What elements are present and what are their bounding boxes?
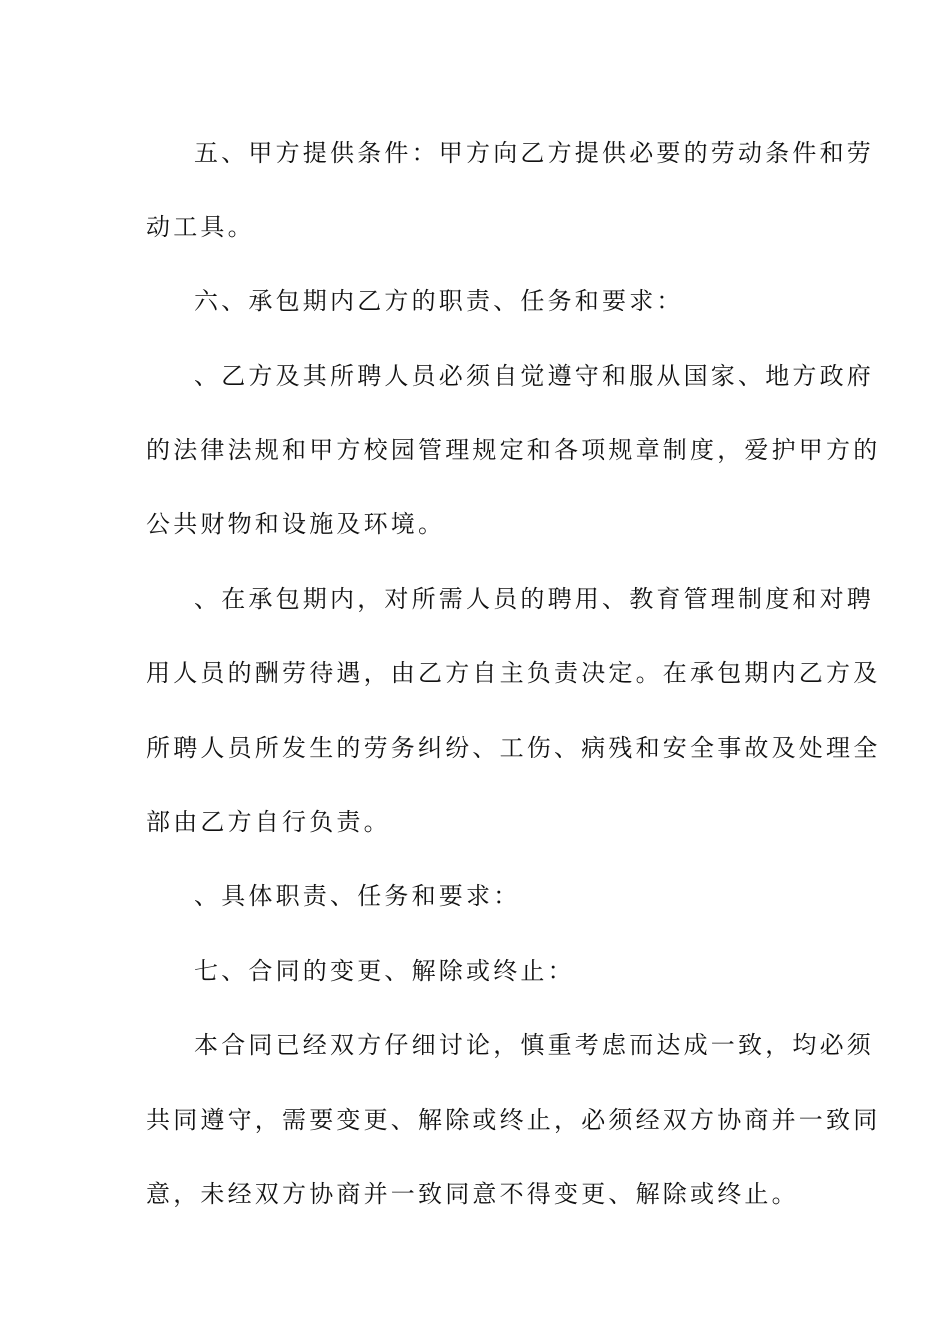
section-5-line-1: 五、甲方提供条件：甲方向乙方提供必要的劳动条件和劳 <box>194 139 874 167</box>
section-6-item-2-line-2: 用人员的酬劳待遇，由乙方自主负责决定。在承包期内乙方及 <box>146 659 881 687</box>
section-6-item-1-line-2: 的法律法规和甲方校园管理规定和各项规章制度，爱护甲方的 <box>146 436 881 464</box>
section-7-heading: 七、合同的变更、解除或终止： <box>194 957 575 985</box>
section-6-item-1-line-3: 公共财物和设施及环境。 <box>146 510 446 538</box>
section-6-heading: 六、承包期内乙方的职责、任务和要求： <box>194 287 684 315</box>
section-6-item-2-line-3: 所聘人员所发生的劳务纠纷、工伤、病残和安全事故及处理全 <box>146 734 881 762</box>
section-6-item-3: 、具体职责、任务和要求： <box>194 882 521 910</box>
section-5-line-2: 动工具。 <box>146 213 255 241</box>
section-6-item-1-line-1: 、乙方及其所聘人员必须自觉遵守和服从国家、地方政府 <box>194 362 874 390</box>
section-7-body-line-3: 意，未经双方协商并一致同意不得变更、解除或终止。 <box>146 1180 799 1208</box>
section-7-body-line-2: 共同遵守，需要变更、解除或终止，必须经双方协商并一致同 <box>146 1106 881 1134</box>
section-6-item-2-line-1: 、在承包期内，对所需人员的聘用、教育管理制度和对聘 <box>194 585 874 613</box>
section-6-item-2-line-4: 部由乙方自行负责。 <box>146 808 391 836</box>
section-7-body-line-1: 本合同已经双方仔细讨论，慎重考虑而达成一致，均必须 <box>194 1031 874 1059</box>
